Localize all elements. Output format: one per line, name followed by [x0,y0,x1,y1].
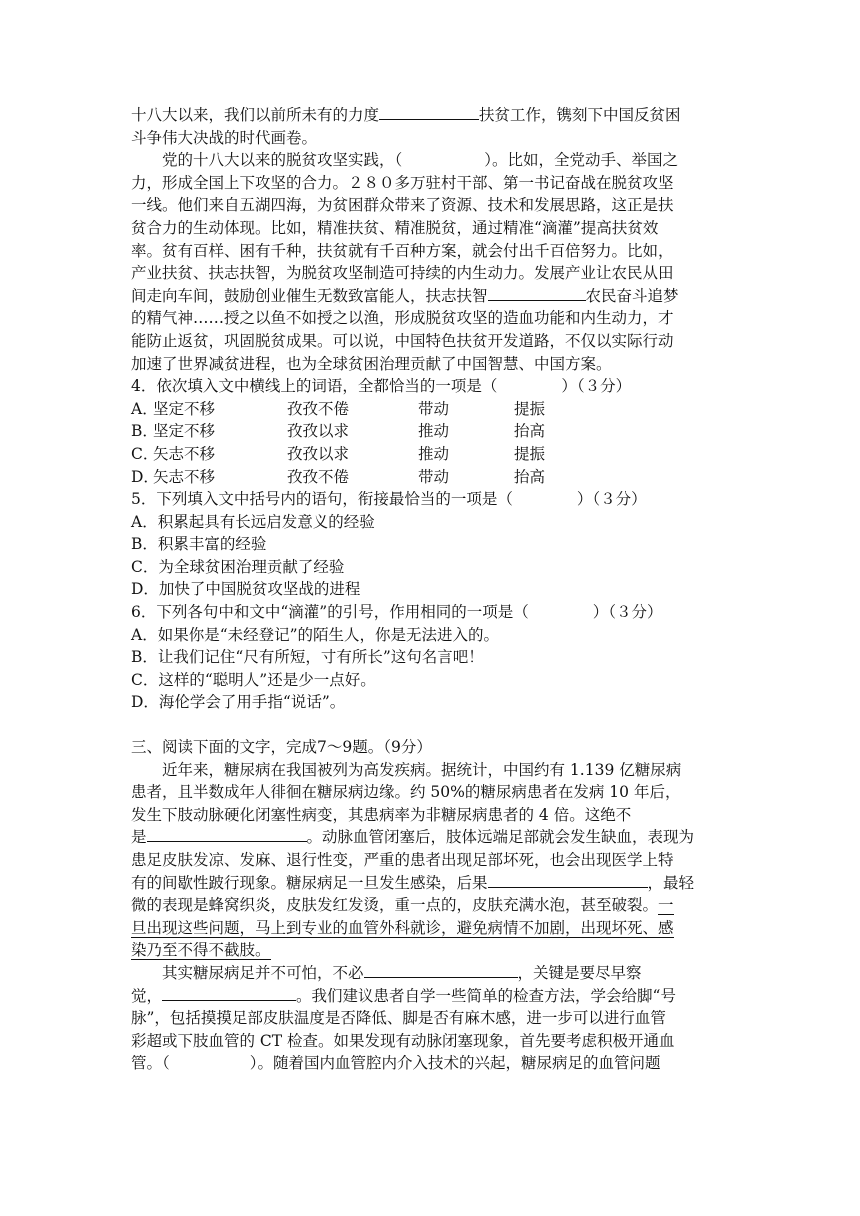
exam-page [131,104,731,1075]
question-5-option-b: B．积累丰富的经验 [131,535,267,554]
passage-line [131,104,731,127]
passage-line: 发生下肢动脉硬化闭塞性病变，其患病率为非糖尿病患者的 4 倍。这绝不 [131,805,632,824]
passage-line [131,872,731,895]
text: ）（３分） [592,603,663,622]
text: 有的间歇性跛行现象。糖尿病足一旦发生感染，后果 [131,873,488,892]
passage-line: 斗争伟大决战的时代画卷。 [131,128,318,147]
spacer [131,714,731,736]
question-6-option-a: A．如果你是“未经登记”的陌生人，你是无法进入的。 [131,625,500,644]
text: 扶贫工作，镌刻下中国反贫困 [479,106,681,124]
underlined-text: 一 [658,896,674,915]
question-4-option-d [131,466,731,489]
option-word: 推动 [418,422,450,441]
question-4-option-b [131,420,731,443]
text: 。我们建议患者自学一些简单的检查方法，学会给脚“号 [296,986,676,1005]
passage-line [131,285,731,308]
passage-line: 率。贫有百样、困有千种，扶贫就有千百种方案，就会付出千百倍努力。比如， [131,241,674,260]
option-word: 带动 [418,399,450,418]
underlined-text: 染乃至不得不截肢。 [131,941,271,960]
option-word: 矢志不移 [153,444,216,463]
fill-blank [147,826,307,842]
passage-line [131,1052,731,1075]
passage-line: 的精气神……授之以鱼不如授之以渔，形成脱贫攻坚的造血功能和内生动力，才 [131,309,674,328]
question-4-stem [131,375,731,398]
passage-line: 患足皮肤发凉、发麻、退行性变，严重的患者出现足部坏死，也会出现医学上特 [131,851,674,869]
question-5-option-c: C．为全球贫困治理贡献了经验 [131,557,345,576]
fill-blank [488,872,648,888]
text: ）。比如，全党动手、举国之 [484,151,679,170]
passage-line [131,962,731,985]
question-5-stem [131,488,731,511]
text: 微的表现是蜂窝织炎，皮肤发红发烫，重一点的，皮肤充满水泡，甚至破裂。 [131,896,659,915]
text: 管。（ [131,1054,170,1073]
text: 4．依次填入文中横线上的词语，全都恰当的一项是（ [131,377,498,396]
text: ）（３分） [576,490,647,509]
option-word: 抬高 [514,467,546,486]
text: 十八大以来，我们以前所未有的力度 [131,106,380,124]
question-6-option-b: B．让我们记住“尺有所短，寸有所长”这句名言吧！ [131,648,484,667]
passage-line: 患者，且半数成年人徘徊在糖尿病边缘。约 50%的糖尿病患者在发病 10 年后， [131,783,681,802]
passage-line: 能防止返贫，巩固脱贫成果。可以说，中国特色扶贫开发道路，不仅以实际行动 [131,331,674,350]
section-3-heading: 三、阅读下面的文字，完成7～9题。（9分） [131,738,432,757]
passage-line: 贫合力的生动体现。比如，精准扶贫、精准脱贫，通过精准“滴灌”提高扶贫效 [131,218,659,237]
passage-line [131,149,731,172]
question-6-stem [131,601,731,624]
text: 觉， [131,986,163,1005]
passage-line: 脉”，包括摸摸足部皮肤温度是否降低、脚是否有麻木感，进一步可以进行血管 [131,1009,666,1028]
question-6-option-c: C．这样的“聪明人”还是少一点好。 [131,670,376,689]
passage-line: 力，形成全国上下攻坚的合力。２８０多万驻村干部、第一书记奋战在脱贫攻坚 [131,173,674,192]
text: ，关键是要尽早察 [517,963,642,982]
option-word: 坚定不移 [153,422,216,441]
passage-line: 一线。他们来自五湖四海，为贫困群众带来了资源、技术和发展思路，这正是扶 [131,196,674,215]
question-6-option-d: D．海伦学会了用手指“说话”。 [131,693,346,712]
fill-blank [162,985,296,1001]
text: 6．下列各句中和文中“滴灌”的引号，作用相同的一项是（ [131,603,529,622]
passage-line: 加速了世界减贫进程，也为全球贫困治理贡献了中国智慧、中国方案。 [131,354,612,373]
fill-blank [379,104,479,120]
passage-line: 产业扶贫、扶志扶智，为脱贫攻坚制造可持续的内生动力。发展产业让农民从田 [131,264,674,283]
option-letter: C． [131,444,159,463]
question-5-option-a: A．积累起具有长远启发意义的经验 [131,512,375,531]
text: 5．下列填入文中括号内的语句，衔接最恰当的一项是（ [131,490,513,509]
option-letter: A． [131,399,158,418]
option-word: 孜孜以求 [287,422,350,441]
passage-line [131,939,731,962]
text: 其实糖尿病足并不可怕，不必 [162,963,364,982]
passage-line [131,985,731,1008]
underlined-text: 旦出现这些问题，马上到专业的血管外科就诊，避免病情不加剧，出现坏死、感 [131,918,674,937]
fill-blank [364,962,518,978]
option-word: 抬高 [514,422,546,441]
text: 间走向车间，鼓励创业催生无数致富能人，扶志扶智 [131,286,488,305]
option-letter: B． [131,422,158,441]
option-word: 矢志不移 [153,467,216,486]
text: 。动脉血管闭塞后，肢体远端足部就会发生缺血，表现为 [306,828,695,847]
option-word: 推动 [418,444,450,463]
text: 农民奋斗追梦 [585,286,679,305]
text: 是 [131,828,147,847]
passage-line [131,894,731,917]
option-word: 孜孜以求 [287,444,350,463]
option-word: 提振 [514,399,546,418]
option-word: 孜孜不倦 [287,467,350,486]
option-word: 坚定不移 [153,399,216,418]
text: 党的十八大以来的脱贫攻坚实践，（ [162,151,403,170]
option-letter: D． [131,467,159,486]
passage-line [131,917,731,940]
text: ，最轻 [647,873,695,892]
question-5-option-d: D．加快了中国脱贫攻坚战的进程 [131,580,361,599]
option-word: 提振 [514,444,546,463]
passage-line: 彩超或下肢血管的 CT 检查。如果发现有动脉闭塞现象，首先要考虑积极开通血 [131,1031,675,1050]
passage-line [131,826,731,849]
question-4-option-a [131,398,731,421]
question-4-option-c [131,443,731,466]
text: ）。随着国内血管腔内介入技术的兴起，糖尿病足的血管问题 [249,1054,661,1073]
passage-line: 近年来，糖尿病在我国被列为高发疾病。据统计，中国约有 1.139 亿糖尿病 [162,760,682,779]
fill-blank [488,285,586,301]
text: ）（３分） [561,377,632,396]
option-word: 孜孜不倦 [287,399,350,418]
option-word: 带动 [418,467,450,486]
